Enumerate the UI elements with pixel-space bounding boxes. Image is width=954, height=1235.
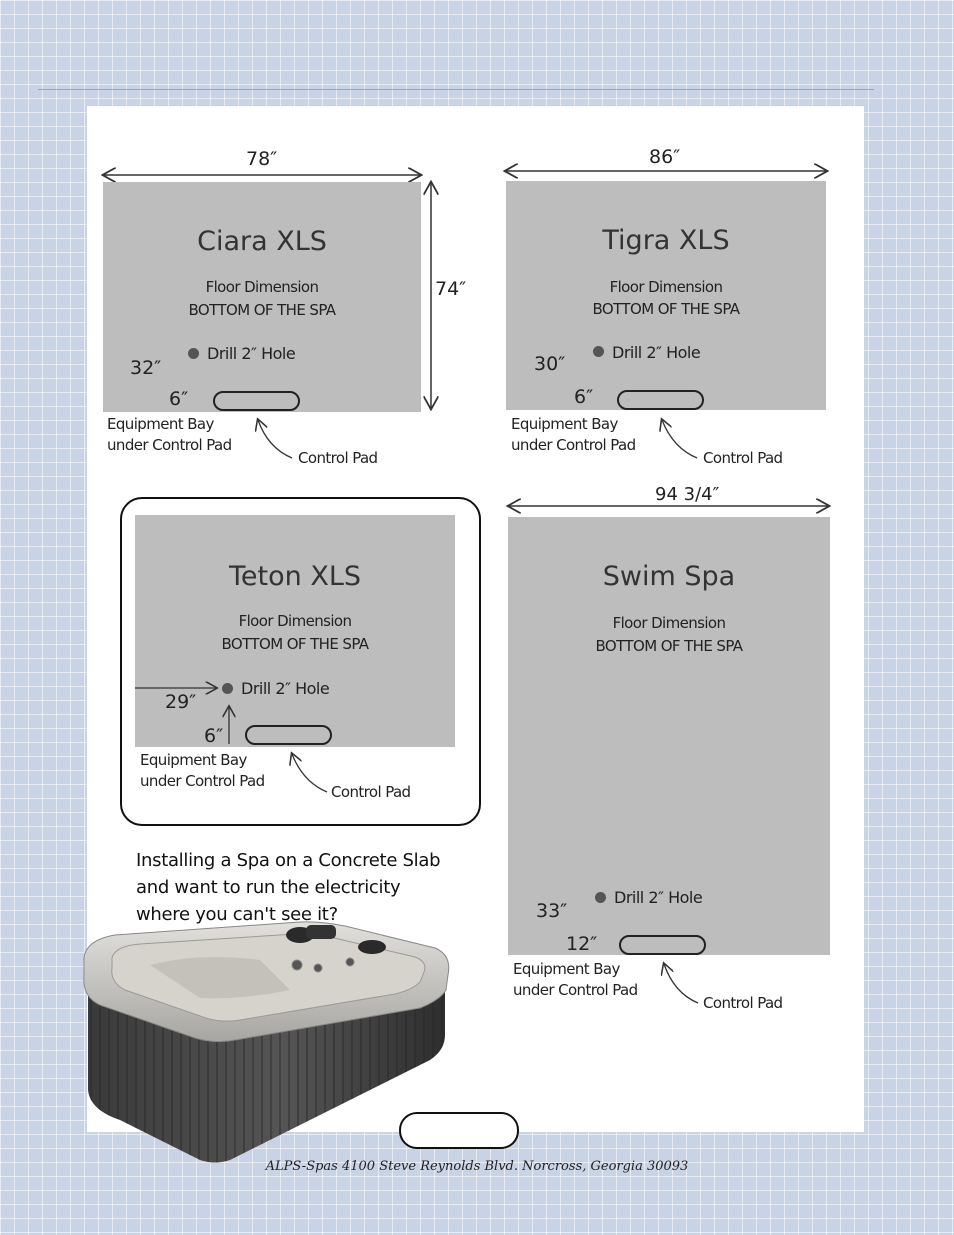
teton-bay-line1: Equipment Bay [140,751,247,769]
footer-address: ALPS-Spas 4100 Steve Reynolds Blvd. Norcross, Georgia 30093 [265,1159,689,1174]
swim-sub1: Floor Dimension [612,614,726,632]
swim-hole-offset: 33″ [536,900,568,922]
tigra-title: Tigra XLS [602,225,730,256]
teton-hole-offset: 29″ [165,691,197,713]
ciara-sub2: BOTTOM OF THE SPA [188,301,336,319]
ciara-title: Ciara XLS [197,226,327,257]
teton-title: Teton XLS [229,561,361,592]
ciara-hole-offset: 32″ [130,357,162,379]
swim-pad-offset: 12″ [566,933,598,955]
tigra-sub1: Floor Dimension [609,278,723,296]
tigra-pad-label: Control Pad [703,449,783,467]
swim-drill-label: Drill 2″ Hole [614,888,703,907]
teton-sub1: Floor Dimension [238,612,352,630]
teton-bay-line2: under Control Pad [140,772,265,790]
teton-drill-label: Drill 2″ Hole [241,679,330,698]
swim-title: Swim Spa [602,561,736,592]
teton-pad-label: Control Pad [331,783,411,801]
page-number-pill [399,1112,519,1149]
question-line1: Installing a Spa on a Concrete Slab [136,850,441,871]
tigra-hole-offset: 30″ [534,353,566,375]
tigra-pad-offset: 6″ [574,386,594,408]
ciara-pad-offset: 6″ [169,388,189,410]
ciara-bay-line2: under Control Pad [107,436,232,454]
tigra-drill-label: Drill 2″ Hole [612,343,701,362]
question-line3: where you can't see it? [136,904,338,925]
swim-bay-line2: under Control Pad [513,981,638,999]
ciara-pad-label: Control Pad [298,449,378,467]
tigra-bay-line1: Equipment Bay [511,415,618,433]
swim-width: 94 3/4″ [655,484,720,505]
teton-pad-offset: 6″ [204,725,224,747]
ciara-width: 78″ [246,148,278,170]
ciara-drill-label: Drill 2″ Hole [207,344,296,363]
ciara-depth: 74″ [435,278,467,300]
tigra-width: 86″ [649,146,681,168]
question-line2: and want to run the electricity [136,877,401,898]
tigra-sub2: BOTTOM OF THE SPA [592,300,740,318]
ciara-sub1: Floor Dimension [205,278,319,296]
ciara-bay-line1: Equipment Bay [107,415,214,433]
swim-sub2: BOTTOM OF THE SPA [595,637,743,655]
swim-bay-line1: Equipment Bay [513,960,620,978]
tigra-bay-line2: under Control Pad [511,436,636,454]
swim-pad-label: Control Pad [703,994,783,1012]
teton-sub2: BOTTOM OF THE SPA [221,635,369,653]
